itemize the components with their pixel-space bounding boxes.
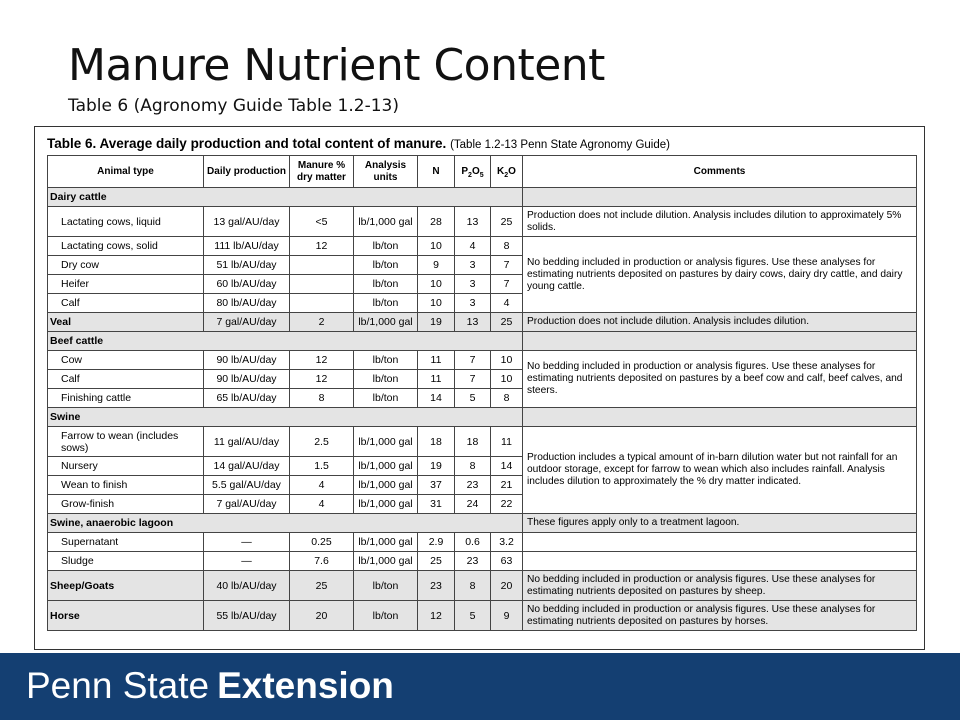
cell-animal-type: Grow-finish — [48, 495, 204, 514]
cell-dry-matter: 4 — [290, 476, 354, 495]
cell-units: lb/1,000 gal — [354, 313, 418, 332]
cell-k2o: 8 — [491, 389, 523, 408]
cell-daily-production: 55 lb/AU/day — [204, 601, 290, 631]
cell-n: 18 — [418, 427, 455, 457]
group-row-swine — [48, 408, 917, 427]
cell-p2o5: 4 — [455, 237, 491, 256]
cell-units: lb/ton — [354, 275, 418, 294]
cell-n: 10 — [418, 237, 455, 256]
cell-n: 19 — [418, 457, 455, 476]
cell-n: 9 — [418, 256, 455, 275]
cell-n: 11 — [418, 351, 455, 370]
group-label: Sheep/Goats — [48, 571, 204, 601]
cell-p2o5: 18 — [455, 427, 491, 457]
header-analysis-units: Analysis units — [354, 156, 418, 188]
table-row — [48, 207, 917, 237]
cell-animal-type: Sludge — [48, 552, 204, 571]
cell-daily-production: 5.5 gal/AU/day — [204, 476, 290, 495]
cell-daily-production: 90 lb/AU/day — [204, 370, 290, 389]
cell-k2o: 3.2 — [491, 533, 523, 552]
cell-units: lb/1,000 gal — [354, 207, 418, 237]
cell-comment: No bedding included in production or analysis figures. Use these analyses for estimating nutrients deposited on pastures by dairy cows, dairy dry cattle, and dairy young cattle. — [523, 237, 917, 313]
cell-animal-type: Lactating cows, liquid — [48, 207, 204, 237]
cell-daily-production: — — [204, 552, 290, 571]
cell-k2o: 14 — [491, 457, 523, 476]
group-label: Beef cattle — [48, 332, 523, 351]
cell-p2o5: 13 — [455, 313, 491, 332]
cell-dry-matter: 12 — [290, 351, 354, 370]
cell-daily-production: 90 lb/AU/day — [204, 351, 290, 370]
group-label: Swine — [48, 408, 523, 427]
cell-dry-matter: 4 — [290, 495, 354, 514]
cell-units: lb/ton — [354, 601, 418, 631]
cell-k2o: 25 — [491, 313, 523, 332]
cell-dry-matter: 7.6 — [290, 552, 354, 571]
cell-animal-type: Farrow to wean (includes sows) — [48, 427, 204, 457]
group-comment-empty — [523, 332, 917, 351]
cell-dry-matter: 25 — [290, 571, 354, 601]
logo-text-heavy: Extension — [217, 665, 394, 706]
cell-comment-empty — [523, 552, 917, 571]
group-row-sheep — [48, 571, 917, 601]
cell-units: lb/ton — [354, 571, 418, 601]
cell-k2o: 63 — [491, 552, 523, 571]
header-k2o: $K_2O$ — [491, 156, 523, 188]
cell-k2o: 10 — [491, 370, 523, 389]
header-manure-dry-matter: Manure % dry matter — [290, 156, 354, 188]
cell-daily-production: 7 gal/AU/day — [204, 313, 290, 332]
table-row — [48, 427, 917, 457]
cell-n: 28 — [418, 207, 455, 237]
cell-p2o5: 0.6 — [455, 533, 491, 552]
cell-dry-matter: 12 — [290, 370, 354, 389]
cell-dry-matter: 1.5 — [290, 457, 354, 476]
cell-units: lb/1,000 gal — [354, 552, 418, 571]
cell-n: 2.9 — [418, 533, 455, 552]
cell-p2o5: 5 — [455, 389, 491, 408]
cell-dry-matter: 2 — [290, 313, 354, 332]
cell-dry-matter: 8 — [290, 389, 354, 408]
cell-comment: Production does not include dilution. Analysis includes dilution to approximately 5% solids. — [523, 207, 917, 237]
cell-k2o: 22 — [491, 495, 523, 514]
cell-units: lb/1,000 gal — [354, 476, 418, 495]
cell-n: 10 — [418, 294, 455, 313]
group-row-lagoon — [48, 514, 917, 533]
table-row — [48, 351, 917, 370]
cell-daily-production: 51 lb/AU/day — [204, 256, 290, 275]
cell-daily-production: 40 lb/AU/day — [204, 571, 290, 601]
cell-k2o: 4 — [491, 294, 523, 313]
cell-units: lb/ton — [354, 389, 418, 408]
table-heading — [47, 133, 918, 155]
cell-animal-type: Nursery — [48, 457, 204, 476]
footer-bar — [0, 653, 960, 720]
header-comments: Comments — [523, 156, 917, 188]
group-row-beef — [48, 332, 917, 351]
group-comment-empty — [523, 408, 917, 427]
cell-k2o: 9 — [491, 601, 523, 631]
table-row — [48, 533, 917, 552]
cell-k2o: 7 — [491, 256, 523, 275]
cell-n: 14 — [418, 389, 455, 408]
group-comment-empty — [523, 188, 917, 207]
cell-dry-matter: 12 — [290, 237, 354, 256]
cell-p2o5: 24 — [455, 495, 491, 514]
cell-dry-matter — [290, 294, 354, 313]
cell-k2o: 8 — [491, 237, 523, 256]
slide-subtitle: Table 6 (Agronomy Guide Table 1.2-13) — [68, 96, 399, 116]
cell-p2o5: 23 — [455, 476, 491, 495]
group-row-horse — [48, 601, 917, 631]
cell-dry-matter: 2.5 — [290, 427, 354, 457]
cell-comment: No bedding included in production or analysis figures. Use these analyses for estimating nutrients deposited on pastures by a beef cow and calf, beef calves, and steers. — [523, 351, 917, 408]
cell-units: lb/1,000 gal — [354, 427, 418, 457]
cell-n: 23 — [418, 571, 455, 601]
header-p2o5: $P_2O_5$ — [455, 156, 491, 188]
cell-comment: No bedding included in production or analysis figures. Use these analyses for estimating nutrients deposited on pastures by horses. — [523, 601, 917, 631]
cell-n: 31 — [418, 495, 455, 514]
logo-text-light: Penn State — [26, 665, 210, 706]
manure-table-figure — [34, 126, 925, 650]
cell-daily-production: 60 lb/AU/day — [204, 275, 290, 294]
cell-daily-production: 13 gal/AU/day — [204, 207, 290, 237]
table-row — [48, 237, 917, 256]
cell-k2o: 21 — [491, 476, 523, 495]
cell-n: 19 — [418, 313, 455, 332]
cell-p2o5: 7 — [455, 351, 491, 370]
cell-p2o5: 8 — [455, 457, 491, 476]
table-source: (Table 1.2-13 Penn State Agronomy Guide) — [450, 139, 670, 151]
cell-p2o5: 7 — [455, 370, 491, 389]
table-caption: Table 6. Average daily production and total content of manure. — [47, 136, 447, 151]
cell-p2o5: 3 — [455, 275, 491, 294]
cell-animal-type: Dry cow — [48, 256, 204, 275]
cell-dry-matter — [290, 275, 354, 294]
cell-daily-production: 14 gal/AU/day — [204, 457, 290, 476]
cell-units: lb/ton — [354, 351, 418, 370]
slide-title: Manure Nutrient Content — [68, 40, 605, 91]
penn-state-extension-logo — [26, 664, 394, 708]
group-label: Horse — [48, 601, 204, 631]
cell-daily-production: 111 lb/AU/day — [204, 237, 290, 256]
header-animal-type: Animal type — [48, 156, 204, 188]
cell-dry-matter: 0.25 — [290, 533, 354, 552]
group-label: Dairy cattle — [48, 188, 523, 207]
cell-units: lb/ton — [354, 370, 418, 389]
cell-animal-type: Calf — [48, 294, 204, 313]
cell-n: 12 — [418, 601, 455, 631]
table-row — [48, 552, 917, 571]
cell-comment: Production includes a typical amount of in-barn dilution water but not rainfall for an outdoor storage, except for farrow to wean which also includes rainfall. Analysis includes dilution to approximately the % dry matter indicated. — [523, 427, 917, 514]
table-header-row — [48, 156, 917, 188]
group-row-veal — [48, 313, 917, 332]
cell-units: lb/1,000 gal — [354, 457, 418, 476]
cell-units: lb/1,000 gal — [354, 495, 418, 514]
cell-k2o: 10 — [491, 351, 523, 370]
group-row-dairy — [48, 188, 917, 207]
cell-units: lb/ton — [354, 294, 418, 313]
cell-dry-matter: <5 — [290, 207, 354, 237]
cell-units: lb/ton — [354, 237, 418, 256]
header-n: N — [418, 156, 455, 188]
cell-animal-type: Supernatant — [48, 533, 204, 552]
cell-units: lb/1,000 gal — [354, 533, 418, 552]
cell-k2o: 7 — [491, 275, 523, 294]
cell-n: 25 — [418, 552, 455, 571]
cell-p2o5: 3 — [455, 294, 491, 313]
cell-dry-matter: 20 — [290, 601, 354, 631]
group-label: Veal — [48, 313, 204, 332]
cell-p2o5: 23 — [455, 552, 491, 571]
cell-p2o5: 13 — [455, 207, 491, 237]
cell-n: 11 — [418, 370, 455, 389]
cell-daily-production: 11 gal/AU/day — [204, 427, 290, 457]
cell-units: lb/ton — [354, 256, 418, 275]
cell-dry-matter — [290, 256, 354, 275]
cell-comment: No bedding included in production or analysis figures. Use these analyses for estimating nutrients deposited on pastures by sheep. — [523, 571, 917, 601]
header-daily-production: Daily production — [204, 156, 290, 188]
cell-animal-type: Lactating cows, solid — [48, 237, 204, 256]
cell-animal-type: Finishing cattle — [48, 389, 204, 408]
cell-animal-type: Calf — [48, 370, 204, 389]
cell-comment: These figures apply only to a treatment lagoon. — [523, 514, 917, 533]
cell-daily-production: 7 gal/AU/day — [204, 495, 290, 514]
cell-daily-production: 80 lb/AU/day — [204, 294, 290, 313]
cell-k2o: 25 — [491, 207, 523, 237]
cell-daily-production: — — [204, 533, 290, 552]
cell-p2o5: 8 — [455, 571, 491, 601]
cell-comment: Production does not include dilution. Analysis includes dilution. — [523, 313, 917, 332]
cell-k2o: 11 — [491, 427, 523, 457]
cell-n: 10 — [418, 275, 455, 294]
cell-k2o: 20 — [491, 571, 523, 601]
cell-comment-empty — [523, 533, 917, 552]
cell-daily-production: 65 lb/AU/day — [204, 389, 290, 408]
cell-p2o5: 5 — [455, 601, 491, 631]
group-label: Swine, anaerobic lagoon — [48, 514, 523, 533]
cell-animal-type: Wean to finish — [48, 476, 204, 495]
cell-p2o5: 3 — [455, 256, 491, 275]
cell-animal-type: Heifer — [48, 275, 204, 294]
manure-table — [47, 155, 917, 631]
cell-n: 37 — [418, 476, 455, 495]
cell-animal-type: Cow — [48, 351, 204, 370]
